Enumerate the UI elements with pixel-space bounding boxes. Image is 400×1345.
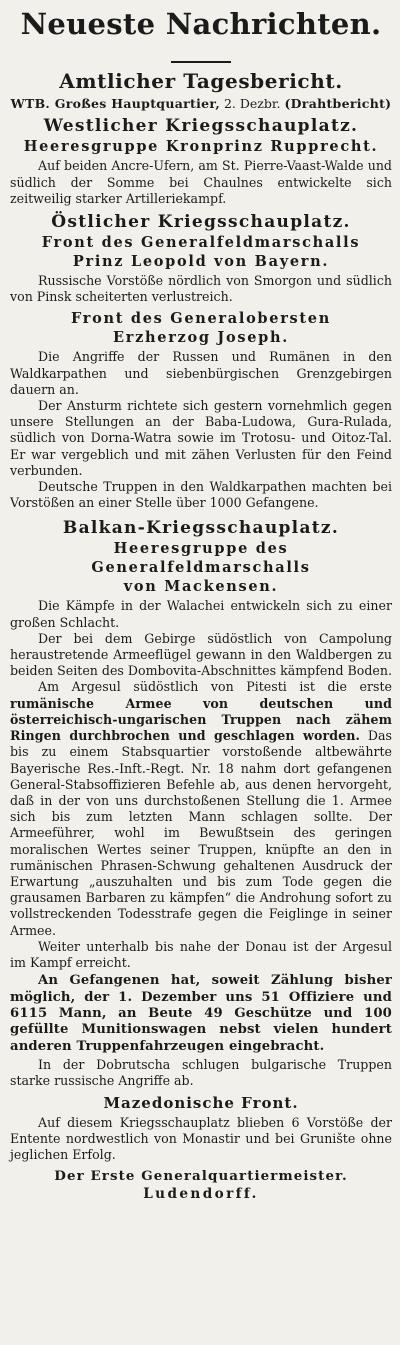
signature-name: Ludendorff. [143,1186,259,1203]
macedonia-paragraph-1: Auf diesem Kriegsschauplatz blieben 6 Vorstöße der Entente nordwestlich von Monastir und bei Grunište ohne jeglichen Erfolg. [10,1114,392,1162]
east-paragraph-2: Die Angriffe der Russen und Rumänen in den Waldkarpathen und siebenbürgischen Grenzgebirgen dauern an. [10,349,392,397]
west-paragraph-1: Auf beiden Ancre-Ufern, am St. Pierre-Vaast-Walde und südlich der Somme bei Chaulnes entwickelte sich zeitweilig starker Artilleriekampf. [10,158,392,206]
east-group2-line2: Erzherzog Joseph. [113,329,289,347]
dateline-source: WTB. Großes Hauptquartier, [10,96,220,112]
dateline-date: 2. Dezbr. [223,96,281,112]
balkan-paragraph-5: An Gefangenen hat, soweit Zählung bisher möglich, der 1. Dezember uns 51 Offiziere und 6115 Mann, an Beute 49 Geschütze und 100 gefüllte Munitionswagen nebst vielen hundert anderen Truppenfahrzeugen eingebracht. [10,973,392,1054]
balkan-group-line1: Heeresgruppe des Generalfeldmarschalls [91,540,311,577]
masthead-rule [171,61,231,63]
east-group2-line1: Front des Generalobersten [71,310,331,328]
balkan-paragraph-1: Die Kämpfe in der Walachei entwickeln sich zu einer großen Schlacht. [10,598,392,630]
balkan-paragraph-3-bold: rumänische Armee von deutschen und österreichisch-ungarischen Truppen nach zähem Ringen durchbrochen und geschlagen worden. [10,695,392,744]
balkan-paragraph-4: Weiter unterhalb bis nahe der Donau ist der Argesul im Kampf erreicht. [10,938,392,970]
balkan-paragraph-3-lead: Am Argesul südöstlich von Pitesti ist die erste [38,679,392,695]
east-paragraph-1: Russische Vorstöße nördlich von Smorgon und südlich von Pinsk scheiterten verlustreich. [10,273,392,305]
masthead: Neueste Nachrichten. [20,7,382,41]
east-group1-line2: Prinz Leopold von Bayern. [72,253,330,271]
dateline [10,95,392,112]
balkan-group-line2: von Mackensen. [123,578,279,596]
balkan-heading: Balkan-Kriegsschauplatz. [62,518,340,539]
balkan-paragraph-3-rest: Das bis zu einem Stabsquartier vorstoßende altbewährte Bayerische Res.-Inft.-Regt. Nr. 18 nahm dort gefangenen General-Stabsoffizieren Befehle ab, aus denen hervorgeht, daß in der von uns durchstoßenen Stellung die 1. Armee sich bis zum letzten Mann schlagen sollte. Der Armeeführer, wohl im Bewußtsein des geringen moralischen Wertes seiner Truppen, knüpfte an den in rumänischen Phrasen-Schwung gehaltenen Ausdruck der Erwartung „auszuhalten und bis zum Tode gegen die grausamen Barbaren zu kämpfen“ die Androhung sofort zu vollstreckenden Todesstrafe gegen die Feiglinge in seiner Armee. [10,728,392,938]
west-group-heading: Heeresgruppe Kronprinz Rupprecht. [23,138,379,156]
west-heading: Westlicher Kriegsschauplatz. [43,116,359,137]
signature-title: Der Erste Generalquartiermeister. [54,1168,348,1185]
east-group1-line1: Front des Generalfeldmarschalls [41,234,361,252]
east-paragraph-4: Deutsche Truppen in den Waldkarpathen machten bei Vorstößen an einer Stelle über 1000 Gefangene. [10,479,392,511]
report-title: Amtlicher Tagesbericht. [59,69,343,94]
macedonia-heading: Mazedonische Front. [103,1093,299,1112]
east-paragraph-3: Der Ansturm richtete sich gestern vornehmlich gegen unsere Stellungen an der Baba-Ludowa, Gura-Rulada, südlich von Dorna-Watra sowie im Trotosu- und Oitoz-Tal. Er war vergeblich und mit zähen Verlusten für den Feind verbunden. [10,398,392,478]
balkan-paragraph-2: Der bei dem Gebirge südöstlich von Campolung heraustretende Armeeflügel gewann in den Waldbergen zu beiden Seiten des Dombovita-Abschnittes kämpfend Boden. [10,630,392,679]
balkan-paragraph-6: In der Dobrutscha schlugen bulgarische Truppen starke russische Angriffe ab. [10,1057,392,1089]
dateline-note: (Drahtbericht) [284,96,392,112]
balkan-paragraph-3 [10,679,392,938]
east-heading: Östlicher Kriegsschauplatz. [51,212,351,233]
